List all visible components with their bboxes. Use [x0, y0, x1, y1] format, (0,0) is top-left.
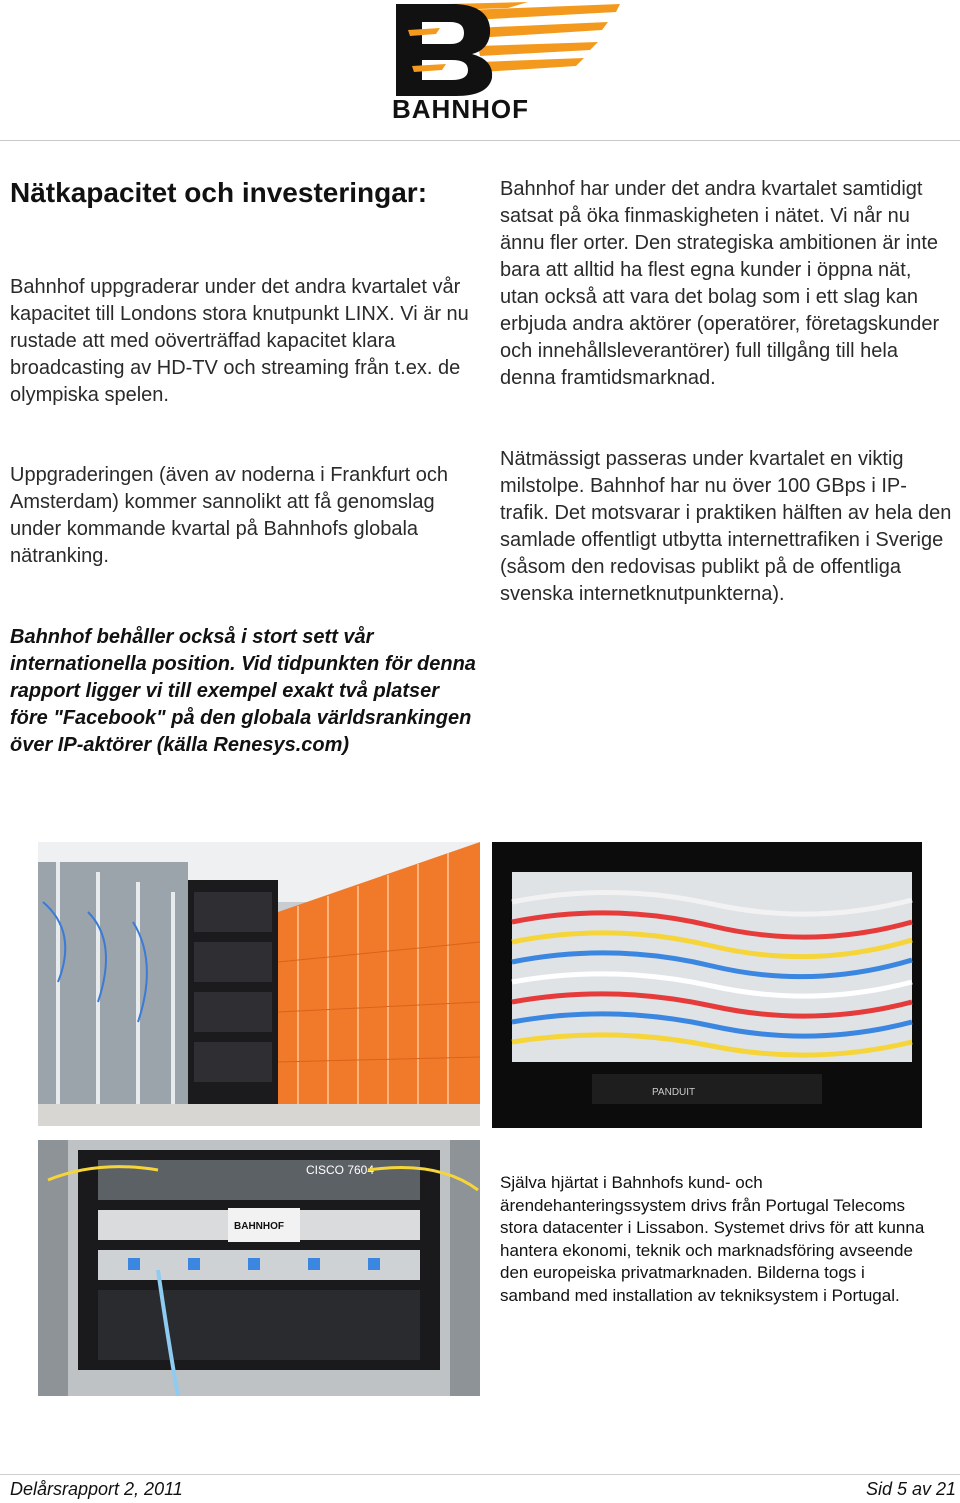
bahnhof-logo — [388, 0, 620, 122]
section-heading: Nätkapacitet och investeringar: — [10, 177, 428, 208]
paragraph-network-density: Bahnhof har under det andra kvartalet samtidigt satsat på öka finmaskigheten i nätet. Vi når nu ännu fler orter. Den strategiska ambitionen är inte bara att alltid ha flest egna kunder i öppna nät, utan också att vara det bolag som i ett slag kan erbjuda andra aktörer (operatörer, företagskunder och innehållsleverantörer) full tillgång till hela denna framtidsmarknad. — [500, 178, 940, 389]
patch-panel-photo — [492, 842, 922, 1128]
paragraph-linx: Bahnhof uppgraderar under det andra kvartalet vår kapacitet till Londons stora knutpunkt LINX. Vi är nu rustade att med oöverträffad kapacitet klara broadcasting av HD-TV och streaming från t.ex. de olympiska spelen. — [10, 276, 469, 406]
paragraph-ranking: Bahnhof behåller också i stort sett vår internationella position. Vid tidpunkten för denna rapport ligger vi till exempel exakt två platser före "Facebook" på den globala världsrankingen över IP-aktörer (källa Renesys.com) — [10, 626, 476, 756]
paragraph-milestone: Nätmässigt passeras under kvartalet en viktig milstolpe. Bahnhof har nu över 100 GBps i IP-trafik. Det motsvarar i praktiken hälften av hela den samlade offentligt utbytta internettrafiken i Sverige (såsom den redovisas publikt på de offentliga svenska internetknutpunkterna). — [500, 448, 952, 605]
cisco-router-photo — [38, 1140, 480, 1396]
router-badge-label: BAHNHOF — [234, 1221, 284, 1232]
panel-brand-label: PANDUIT — [652, 1087, 696, 1098]
router-model-label: CISCO 7604 — [306, 1163, 375, 1177]
logo-wordmark: BAHNHOF — [392, 94, 529, 122]
footer-page-number: Sid 5 av 21 — [865, 1479, 956, 1499]
footer-divider — [0, 1474, 960, 1475]
photo-caption: Själva hjärtat i Bahnhofs kund- och ärendehanteringssystem drivs från Portugal Telecoms stora datacenter i Lissabon. Systemet drivs för att kunna hantera ekonomi, teknik och marknadsföring avseende den europeiska privatmarknaden. Bilderna togs i samband med installation av tekniksystem i Portugal. — [500, 1173, 925, 1305]
footer-report-title: Delårsrapport 2, 2011 — [10, 1479, 183, 1499]
paragraph-upgrade: Uppgraderingen (även av noderna i Frankfurt och Amsterdam) kommer sannolikt att få genomslag under kommande kvartal på Bahnhofs globala nätranking. — [10, 464, 449, 567]
datacenter-aisle-photo — [38, 842, 480, 1126]
header-divider — [0, 140, 960, 141]
